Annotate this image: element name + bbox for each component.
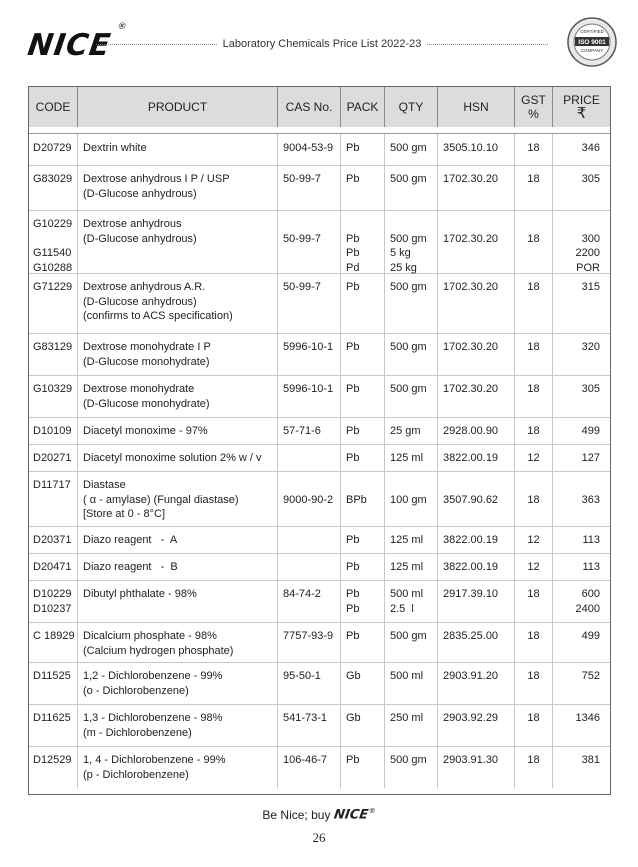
cell-gst: 18 [515, 746, 553, 788]
cell-price: 305 [581, 173, 600, 185]
table-header [29, 87, 610, 128]
cell-gst: 18 [515, 622, 553, 662]
cell-gst: 18 [515, 417, 553, 444]
cell-pack: Gb [341, 704, 385, 746]
cell-code: D20371 [29, 526, 78, 553]
cell-product: Dicalcium phosphate - 98% (Calcium hydrogen phosphate) [78, 622, 278, 662]
cell-product: Diazo reagent - B [78, 553, 278, 580]
logo-text: NICE [25, 28, 114, 63]
table-row [29, 704, 610, 747]
cell-gst: 18 [515, 662, 553, 704]
cell-pack: Pb [341, 553, 385, 580]
cell-price: 499 [581, 630, 600, 642]
cell-product: Dibutyl phthalate - 98% [78, 580, 278, 622]
cell-qty: 25 gm [385, 417, 438, 444]
cell-product: 1, 4 - Dichlorobenzene - 99% (p - Dichlorobenzene) [78, 746, 278, 788]
rupee-icon: ₹ [576, 105, 587, 122]
cell-price: 1346 [575, 712, 600, 724]
cell-cas: 50-99-7 [278, 210, 341, 273]
table-row [29, 746, 610, 788]
cell-hsn: 3822.00.19 [438, 553, 515, 580]
cell-hsn: 2903.91.30 [438, 746, 515, 788]
cell-price: 499 [581, 425, 600, 437]
cell-cas: 106-46-7 [278, 746, 341, 788]
cell-pack: Pb [341, 273, 385, 333]
cell-pack: Pb Pb [341, 580, 385, 622]
cell-qty: 100 gm [385, 471, 438, 526]
cell-cas: 7757-93-9 [278, 622, 341, 662]
cell-product: 1,3 - Dichlorobenzene - 98% (m - Dichlorobenzene) [78, 704, 278, 746]
logo-registered-mark: ® [116, 22, 129, 32]
cell-price: 752 [581, 670, 600, 682]
cell-code: G83129 [29, 333, 78, 375]
page-header [0, 0, 638, 80]
cell-gst: 18 [515, 165, 553, 210]
cell-price: 113 [582, 534, 600, 546]
table-row [29, 165, 610, 211]
cell-cas: 57-71-6 [278, 417, 341, 444]
cell-pack: Pb [341, 417, 385, 444]
cell-product: Diastase ( α - amylase) (Fungal diastase) [Store at 0 - 8°C] [78, 471, 278, 526]
cell-hsn: 1702.30.20 [438, 375, 515, 417]
page-title: Laboratory Chemicals Price List 2022-23 [222, 38, 422, 50]
column-header-code: CODE [29, 87, 78, 127]
cell-code: D10229 D10237 [29, 580, 78, 622]
cell-pack: Pb [341, 333, 385, 375]
footer-slogan [262, 807, 375, 822]
cell-gst: 18 [515, 273, 553, 333]
cell-cas: 541-73-1 [278, 704, 341, 746]
cell-qty: 500 gm [385, 622, 438, 662]
table-row [29, 662, 610, 705]
cell-cas: 50-99-7 [278, 273, 341, 333]
cell-qty: 500 ml [385, 662, 438, 704]
iso-certified-badge-icon [566, 16, 618, 68]
cell-qty: 500 gm [385, 165, 438, 210]
cell-price: 381 [581, 754, 600, 766]
cell-price: 320 [581, 341, 600, 353]
cell-code: G10329 [29, 375, 78, 417]
footer-registered-mark: ® [368, 807, 377, 816]
cell-code: D10109 [29, 417, 78, 444]
cell-hsn: 2928.00.90 [438, 417, 515, 444]
cell-pack: Pb [341, 375, 385, 417]
cell-gst: 12 [515, 553, 553, 580]
cell-hsn: 2835.25.00 [438, 622, 515, 662]
cell-hsn: 3822.00.19 [438, 526, 515, 553]
cell-cas [278, 526, 341, 553]
cell-cas: 5996-10-1 [278, 375, 341, 417]
cell-gst: 18 [515, 704, 553, 746]
table-row [29, 526, 610, 554]
footer-nice-logo [333, 807, 376, 822]
cell-product: Diazo reagent - A [78, 526, 278, 553]
cell-gst: 18 [515, 333, 553, 375]
cell-gst: 18 [515, 580, 553, 622]
dotted-leader-left [96, 44, 217, 45]
cell-code: D11625 [29, 704, 78, 746]
cell-gst: 12 [515, 526, 553, 553]
cell-product: Dextrose anhydrous A.R. (D-Glucose anhydrous) (confirms to ACS specification) [78, 273, 278, 333]
cell-pack: Pb [341, 134, 385, 165]
cell-qty: 500 gm [385, 273, 438, 333]
column-header-pack: PACK [341, 87, 385, 127]
page-footer [0, 806, 638, 824]
table-row [29, 417, 610, 445]
table-row [29, 375, 610, 418]
cell-hsn: 3507.90.62 [438, 471, 515, 526]
badge-line-2: ISO 9001 [578, 39, 606, 46]
cell-qty: 500 gm [385, 134, 438, 165]
cell-code: D11525 [29, 662, 78, 704]
table-row [29, 580, 610, 623]
cell-qty: 500 ml 2.5 l [385, 580, 438, 622]
cell-cas: 9000-90-2 [278, 471, 341, 526]
cell-price: 300 2200 POR [575, 232, 600, 274]
cell-pack: Pb [341, 526, 385, 553]
cell-cas: 9004-53-9 [278, 134, 341, 165]
cell-qty: 125 ml [385, 444, 438, 471]
cell-hsn: 1702.30.20 [438, 165, 515, 210]
cell-qty: 125 ml [385, 553, 438, 580]
table-row [29, 471, 610, 527]
column-header-qty: QTY [385, 87, 438, 127]
cell-price: 600 2400 [575, 588, 600, 615]
cell-code: G83029 [29, 165, 78, 210]
cell-product: Dextrose monohydrate I P (D-Glucose monohydrate) [78, 333, 278, 375]
cell-code: G10229 G11540 G10288 [29, 210, 78, 273]
cell-hsn: 3822.00.19 [438, 444, 515, 471]
cell-hsn: 2903.91.20 [438, 662, 515, 704]
column-header-cas: CAS No. [278, 87, 341, 127]
table-row [29, 273, 610, 334]
table-row [29, 333, 610, 376]
cell-gst: 18 [515, 210, 553, 273]
cell-pack: Pb Pb Pd [341, 210, 385, 273]
page-number: 26 [312, 830, 326, 845]
cell-product: Diacetyl monoxime solution 2% w / v [78, 444, 278, 471]
cell-code: D20471 [29, 553, 78, 580]
cell-cas: 95-50-1 [278, 662, 341, 704]
cell-pack: Pb [341, 444, 385, 471]
column-header-price [553, 87, 610, 127]
column-header-hsn: HSN [438, 87, 515, 127]
cell-price: 113 [582, 561, 600, 573]
cell-pack: BPb [341, 471, 385, 526]
cell-hsn: 2917.39.10 [438, 580, 515, 622]
footer-logo-text: NICE [333, 807, 370, 823]
cell-qty: 500 gm [385, 333, 438, 375]
cell-qty: 125 ml [385, 526, 438, 553]
cell-cas: 84-74-2 [278, 580, 341, 622]
cell-cas: 5996-10-1 [278, 333, 341, 375]
cell-cas [278, 553, 341, 580]
table-row [29, 622, 610, 663]
table-row [29, 553, 610, 581]
cell-code: D20729 [29, 134, 78, 165]
cell-code: D11717 [29, 471, 78, 526]
badge-line-3: COMPANY [580, 48, 604, 53]
table-row [29, 134, 610, 166]
slogan-text: Be Nice; buy [262, 808, 331, 822]
cell-hsn: 3505.10.10 [438, 134, 515, 165]
cell-cas: 50-99-7 [278, 165, 341, 210]
cell-hsn: 1702.30.20 [438, 333, 515, 375]
cell-hsn: 1702.30.20 [438, 210, 515, 273]
table-row [29, 210, 610, 274]
cell-pack: Gb [341, 662, 385, 704]
column-header-gst: GST % [515, 87, 553, 127]
cell-code: G71229 [29, 273, 78, 333]
cell-gst: 18 [515, 134, 553, 165]
header-title-bar [96, 36, 548, 52]
badge-line-1: CERTIFIED [580, 29, 604, 34]
cell-qty: 500 gm 5 kg 25 kg [385, 210, 438, 273]
cell-product: Dextrose monohydrate (D-Glucose monohydrate) [78, 375, 278, 417]
cell-pack: Pb [341, 165, 385, 210]
cell-cas [278, 444, 341, 471]
cell-gst: 18 [515, 375, 553, 417]
dotted-leader-right [427, 44, 548, 45]
cell-pack: Pb [341, 746, 385, 788]
cell-price: 363 [581, 493, 600, 506]
cell-hsn: 2903.92.29 [438, 704, 515, 746]
cell-gst: 12 [515, 444, 553, 471]
cell-price: 127 [581, 452, 600, 464]
cell-qty: 250 ml [385, 704, 438, 746]
cell-code: D20271 [29, 444, 78, 471]
cell-product: 1,2 - Dichlorobenzene - 99% (o - Dichlorobenzene) [78, 662, 278, 704]
cell-product: Diacetyl monoxime - 97% [78, 417, 278, 444]
header-spacer [29, 127, 610, 134]
column-header-product: PRODUCT [78, 87, 278, 127]
cell-code: D12529 [29, 746, 78, 788]
cell-price: 305 [581, 383, 600, 395]
cell-code: C 18929 [29, 622, 78, 662]
table-row [29, 444, 610, 472]
cell-price: 315 [581, 281, 600, 293]
cell-qty: 500 gm [385, 375, 438, 417]
cell-qty: 500 gm [385, 746, 438, 788]
cell-hsn: 1702.30.20 [438, 273, 515, 333]
cell-product: Dextrose anhydrous (D-Glucose anhydrous) [78, 210, 278, 273]
cell-product: Dextrin white [78, 134, 278, 165]
price-label: PRICE [563, 93, 600, 107]
cell-pack: Pb [341, 622, 385, 662]
price-table [28, 86, 611, 795]
cell-product: Dextrose anhydrous I P / USP (D-Glucose anhydrous) [78, 165, 278, 210]
cell-price: 346 [581, 142, 600, 154]
cell-gst: 18 [515, 471, 553, 526]
